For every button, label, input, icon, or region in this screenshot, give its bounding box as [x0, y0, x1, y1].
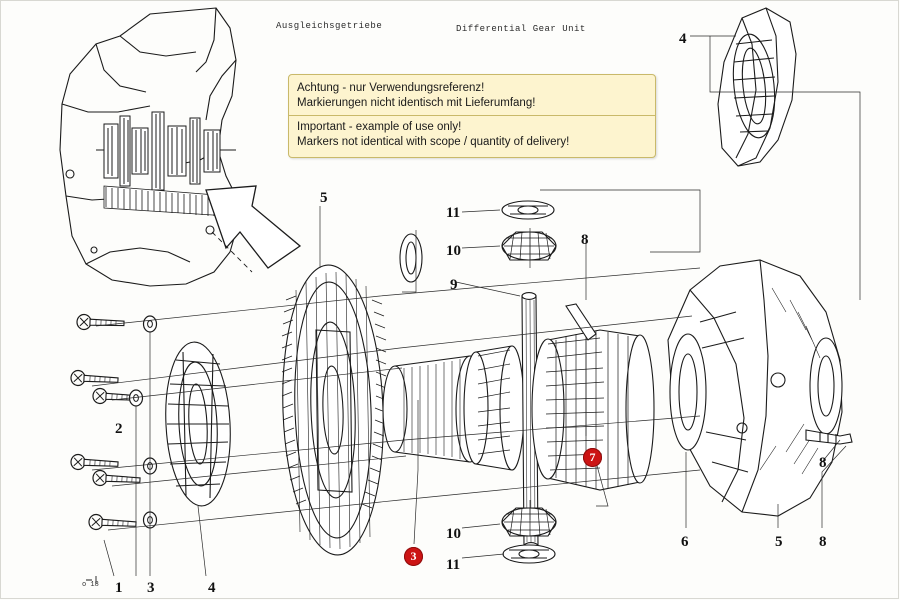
notice-line-en-2: Markers not identical with scope / quantity of delivery! [297, 136, 570, 148]
callout-number-10: 10 [446, 526, 461, 542]
notice-divider [289, 115, 655, 116]
callout-number-8: 8 [581, 232, 589, 248]
callout-number-11: 11 [446, 205, 461, 221]
highlight-marker-7: 7 [583, 448, 602, 467]
callout-number-4: 4 [679, 31, 687, 47]
highlight-marker-3: 3 [404, 547, 423, 566]
callout-number-2: 2 [115, 421, 123, 437]
callout-number-5: 5 [775, 534, 783, 550]
callout-number-3: 3 [147, 580, 155, 596]
callout-number-8: 8 [819, 534, 827, 550]
callout-number-8: 8 [819, 455, 827, 471]
callout-number-4: 4 [208, 580, 216, 596]
callout-number-11: 11 [446, 557, 461, 573]
diagram-title-en: Differential Gear Unit [456, 24, 586, 34]
callout-number-10: 10 [446, 243, 461, 259]
notice-line-de-1: Achtung - nur Verwendungsreferenz! [297, 82, 485, 94]
plate-code: o 18 [82, 581, 99, 589]
callout-number-6: 6 [681, 534, 689, 550]
usage-notice [288, 74, 656, 158]
callout-number-5: 5 [320, 190, 328, 206]
diagram-title-de: Ausgleichsgetriebe [276, 21, 383, 31]
callout-number-9: 9 [450, 277, 458, 293]
callout-number-1: 1 [115, 580, 123, 596]
notice-line-de-2: Markierungen nicht identisch mit Lieferumfang! [297, 97, 536, 109]
notice-line-en-1: Important - example of use only! [297, 121, 462, 133]
